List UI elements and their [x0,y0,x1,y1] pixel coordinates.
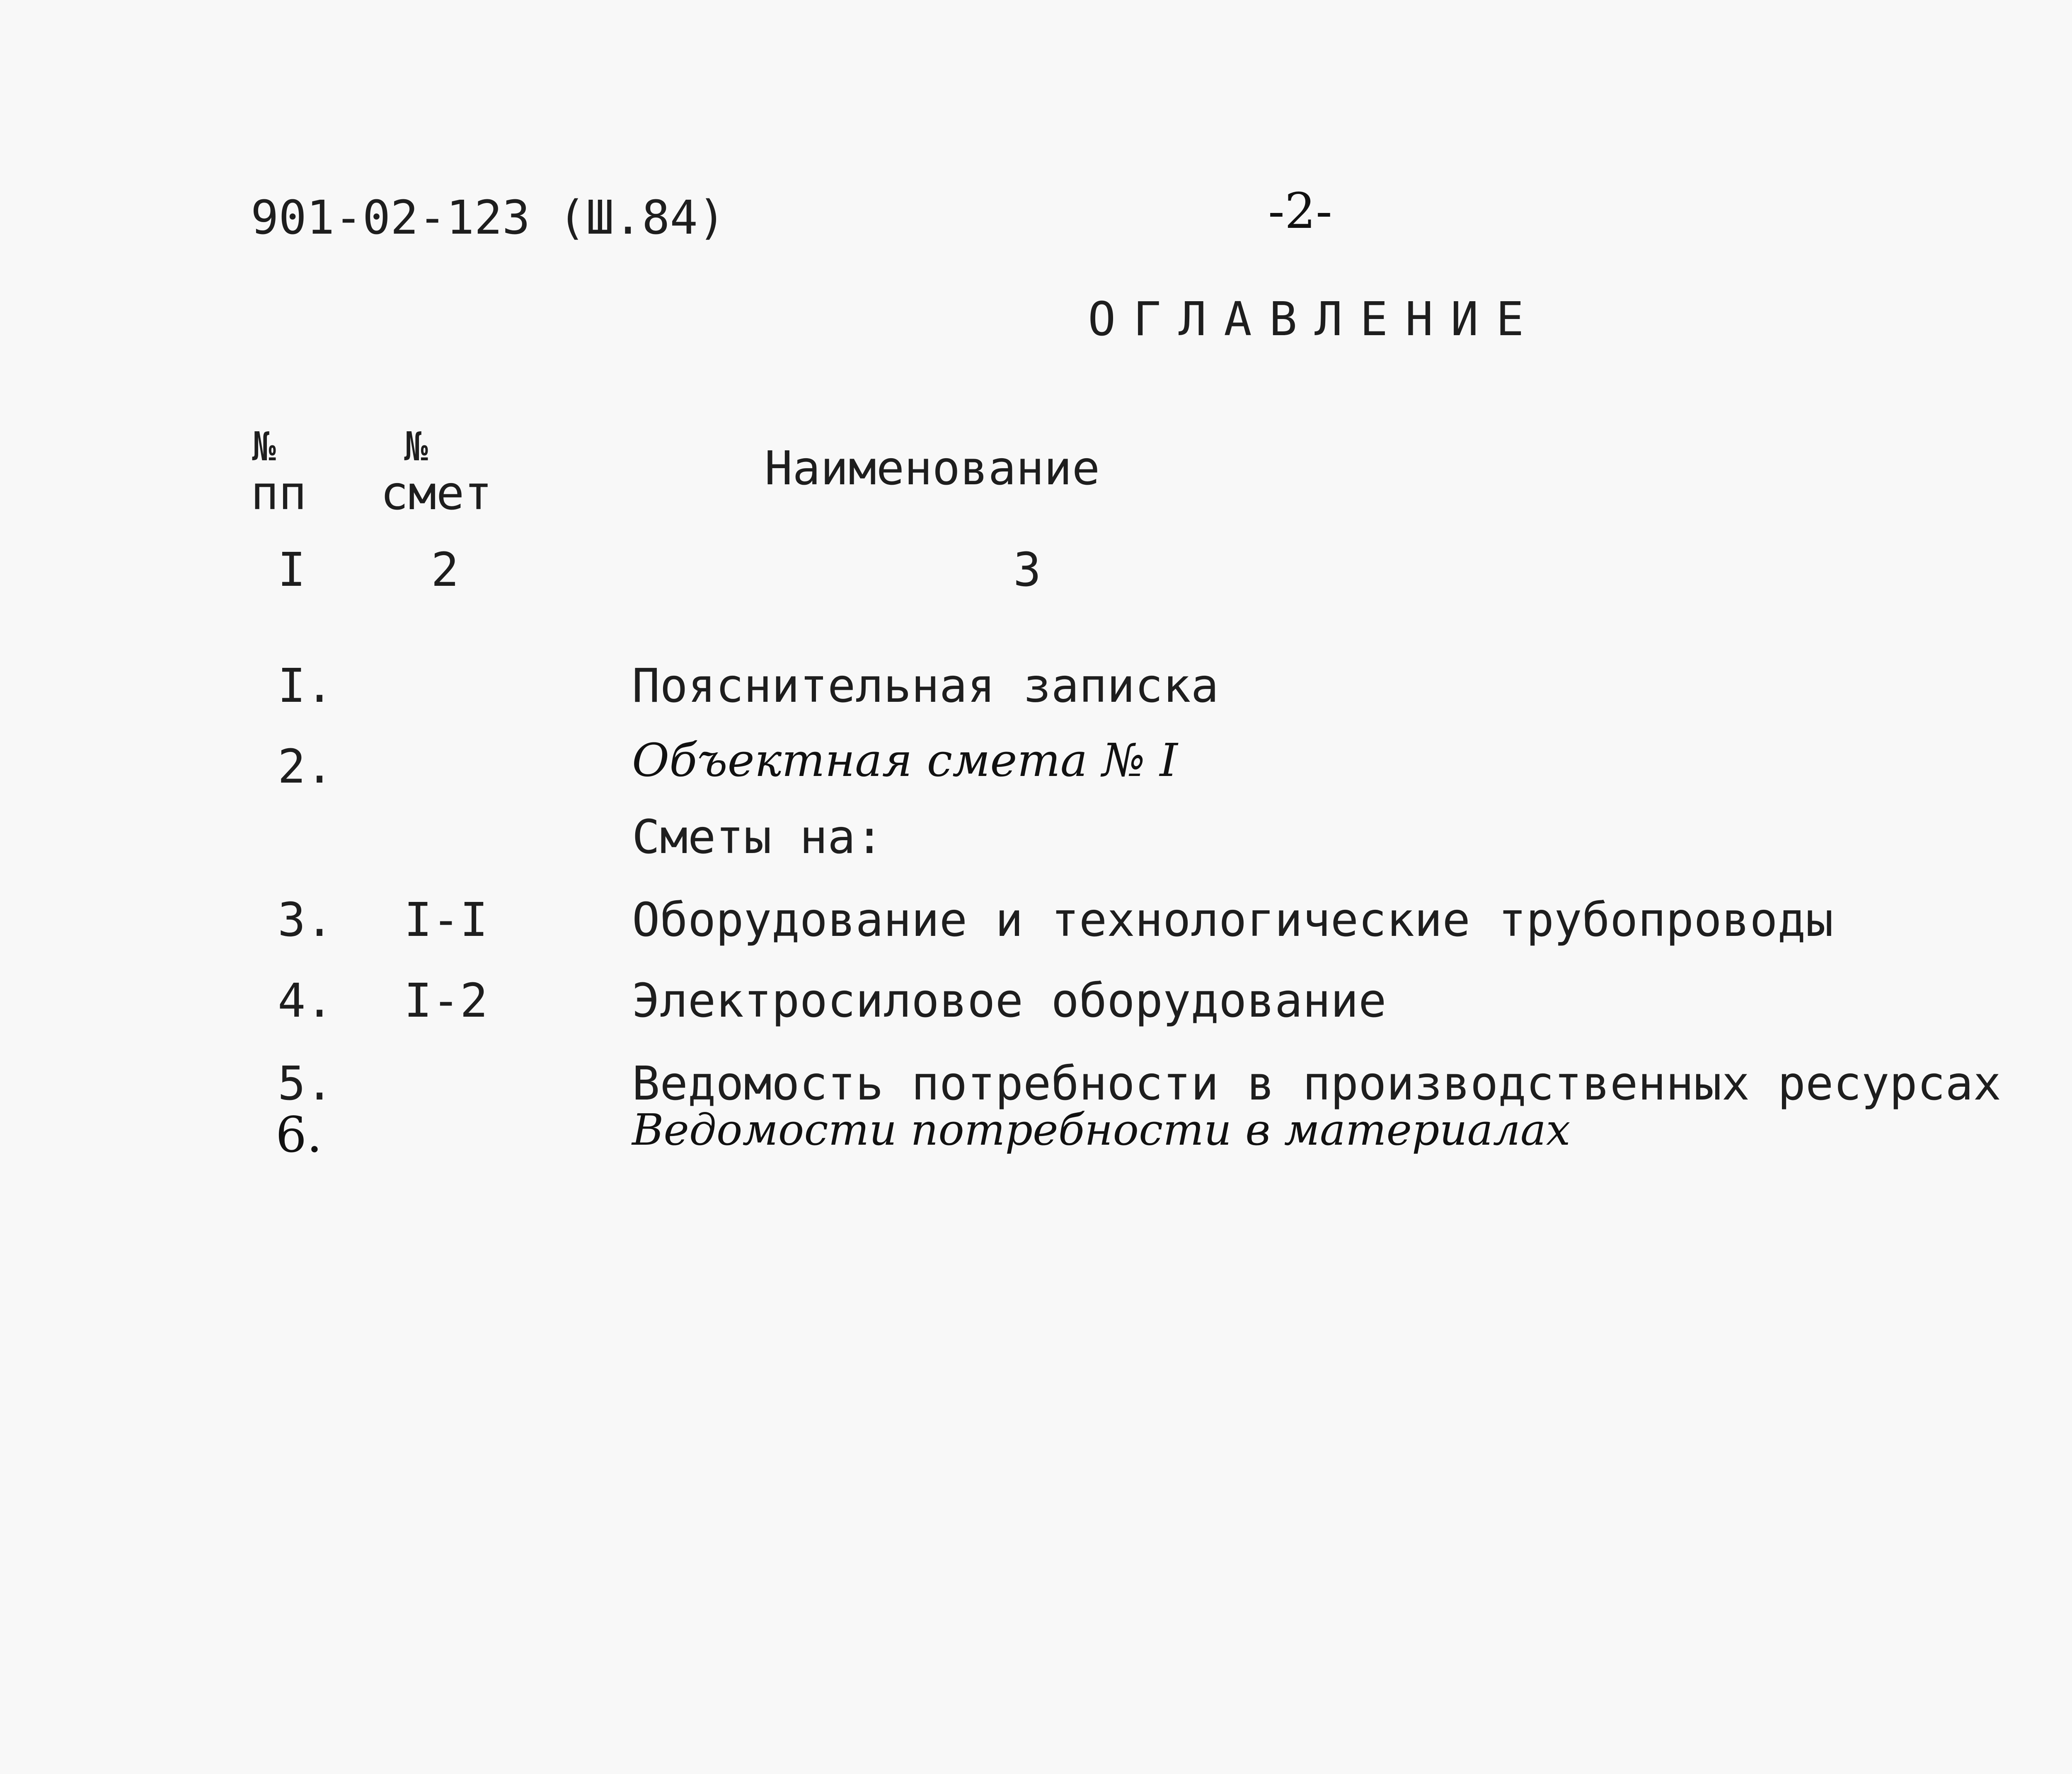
column-number-1: I [278,543,306,597]
row-6-name: Ведомость потребности в производственных ресурсах [632,1057,2002,1111]
row-1-name: Пояснительная записка [632,659,1219,713]
row-5-estimate: I-2 [404,974,488,1028]
row-4-estimate: I-I [404,893,488,947]
column-number-3: 3 [1013,543,1041,597]
row-7-name: Ведомости потребности в материалах [632,1105,1571,1155]
row-2-name: Объектная смета № I [632,734,1178,787]
row-2-number: 2. [278,740,334,794]
row-4-name: Оборудование и технологические трубопроводы [632,893,1834,947]
row-4-number: 3. [278,893,334,947]
row-3-name: Сметы на: [632,810,884,864]
page-number: -2- [1268,182,1332,239]
row-7-number: 6. [276,1106,322,1163]
row-5-number: 4. [278,974,334,1028]
column-header-num-mark: № [252,423,276,470]
column-header-estimate: смет [380,466,492,520]
row-1-number: I. [278,659,334,713]
column-number-2: 2 [431,543,459,597]
document-code: 901-02-123 (Ш.84) [251,191,726,245]
row-6-number: 5. [278,1057,334,1111]
column-header-estimate-mark: № [404,423,428,470]
column-header-name: Наименование [765,442,1100,495]
page-title: ОГЛАВЛЕНИЕ [1088,292,1542,346]
column-header-num: пп [251,466,307,520]
row-5-name: Электросиловое оборудование [632,974,1387,1028]
